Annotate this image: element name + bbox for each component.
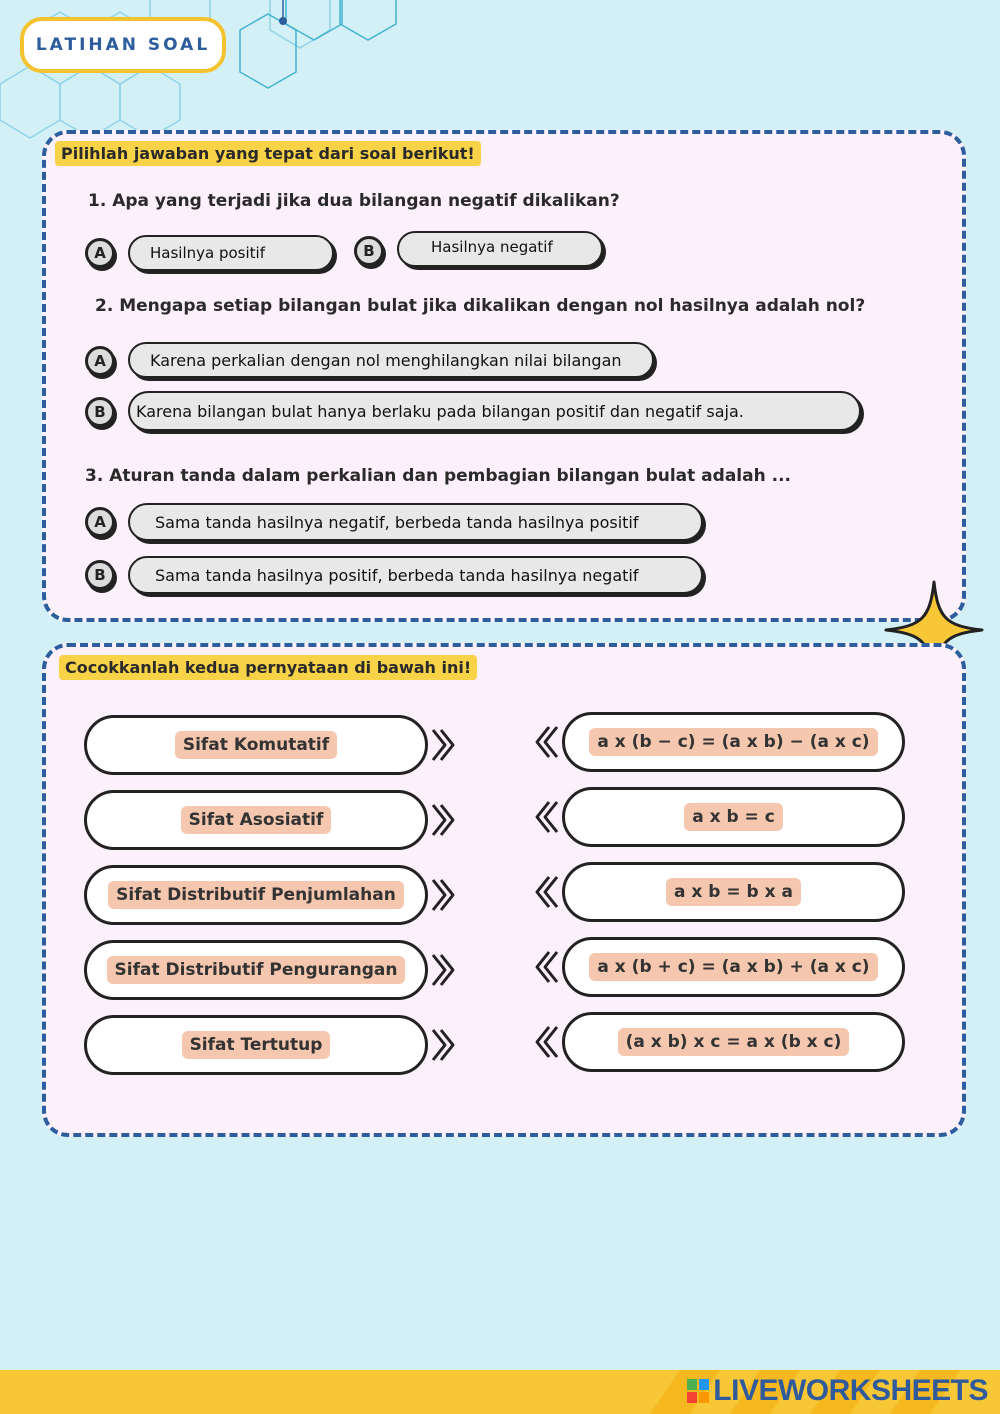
chevron-left-icon[interactable]	[534, 799, 560, 835]
chevron-left-icon[interactable]	[534, 949, 560, 985]
question-2-option-a[interactable]: Karena perkalian dengan nol menghilangkan nilai bilangan	[128, 342, 654, 378]
question-1-option-b-letter[interactable]: B	[354, 236, 384, 266]
chevron-right-icon[interactable]	[430, 1027, 456, 1063]
match-left-item-5[interactable]	[84, 1015, 428, 1075]
question-3-option-b[interactable]: Sama tanda hasilnya positif, berbeda tanda hasilnya negatif	[128, 556, 703, 594]
match-left-item-2[interactable]	[84, 790, 428, 850]
question-3-option-b-letter[interactable]: B	[85, 560, 115, 590]
question-2-option-b[interactable]: Karena bilangan bulat hanya berlaku pada bilangan positif dan negatif saja.	[128, 391, 861, 431]
liveworksheets-logo-text: LIVEWORKSHEETS	[713, 1374, 988, 1407]
liveworksheets-logo[interactable]	[687, 1374, 988, 1408]
question-1-option-a[interactable]: Hasilnya positif	[128, 235, 334, 271]
match-left-item-4[interactable]	[84, 940, 428, 1000]
chevron-left-icon[interactable]	[534, 724, 560, 760]
match-right-item-3[interactable]	[562, 862, 905, 922]
question-2-option-a-letter[interactable]: A	[85, 346, 115, 376]
match-left-item-4-label: Sifat Distributif Pengurangan	[107, 956, 406, 984]
match-right-item-4[interactable]	[562, 937, 905, 997]
match-left-item-3[interactable]	[84, 865, 428, 925]
match-right-item-1[interactable]	[562, 712, 905, 772]
question-3-text: 3. Aturan tanda dalam perkalian dan pembagian bilangan bulat adalah ...	[85, 466, 791, 486]
question-2-text: 2. Mengapa setiap bilangan bulat jika dikalikan dengan nol hasilnya adalah nol?	[95, 296, 866, 316]
match-right-item-1-label: a x (b − c) = (a x b) − (a x c)	[589, 728, 877, 756]
worksheet-title-badge	[20, 17, 226, 73]
chevron-right-icon[interactable]	[430, 877, 456, 913]
multiple-choice-instruction: Pilihlah jawaban yang tepat dari soal berikut!	[55, 141, 481, 166]
match-left-item-1-label: Sifat Komutatif	[175, 731, 337, 759]
match-left-item-1[interactable]	[84, 715, 428, 775]
chevron-right-icon[interactable]	[430, 727, 456, 763]
question-3-option-a-letter[interactable]: A	[85, 507, 115, 537]
match-left-item-5-label: Sifat Tertutup	[182, 1031, 331, 1059]
chevron-right-icon[interactable]	[430, 802, 456, 838]
chevron-left-icon[interactable]	[534, 874, 560, 910]
question-1-text: 1. Apa yang terjadi jika dua bilangan negatif dikalikan?	[88, 191, 620, 211]
match-left-item-3-label: Sifat Distributif Penjumlahan	[108, 881, 404, 909]
worksheet-title: LATIHAN SOAL	[35, 35, 211, 55]
match-right-item-5-label: (a x b) x c = a x (b x c)	[618, 1028, 850, 1056]
question-2-option-b-letter[interactable]: B	[85, 397, 115, 427]
question-3-option-a[interactable]: Sama tanda hasilnya negatif, berbeda tanda hasilnya positif	[128, 503, 703, 541]
match-right-item-3-label: a x b = b x a	[666, 878, 801, 906]
liveworksheets-logo-icon	[687, 1379, 709, 1403]
question-1-option-a-letter[interactable]: A	[85, 238, 115, 268]
chevron-right-icon[interactable]	[430, 952, 456, 988]
chevron-left-icon[interactable]	[534, 1024, 560, 1060]
question-1-option-b[interactable]: Hasilnya negatif	[397, 231, 603, 267]
match-right-item-5[interactable]	[562, 1012, 905, 1072]
matching-instruction: Cocokkanlah kedua pernyataan di bawah ini!	[59, 655, 477, 680]
match-right-item-2-label: a x b = c	[684, 803, 783, 831]
match-right-item-4-label: a x (b + c) = (a x b) + (a x c)	[589, 953, 877, 981]
match-right-item-2[interactable]	[562, 787, 905, 847]
match-left-item-2-label: Sifat Asosiatif	[181, 806, 332, 834]
